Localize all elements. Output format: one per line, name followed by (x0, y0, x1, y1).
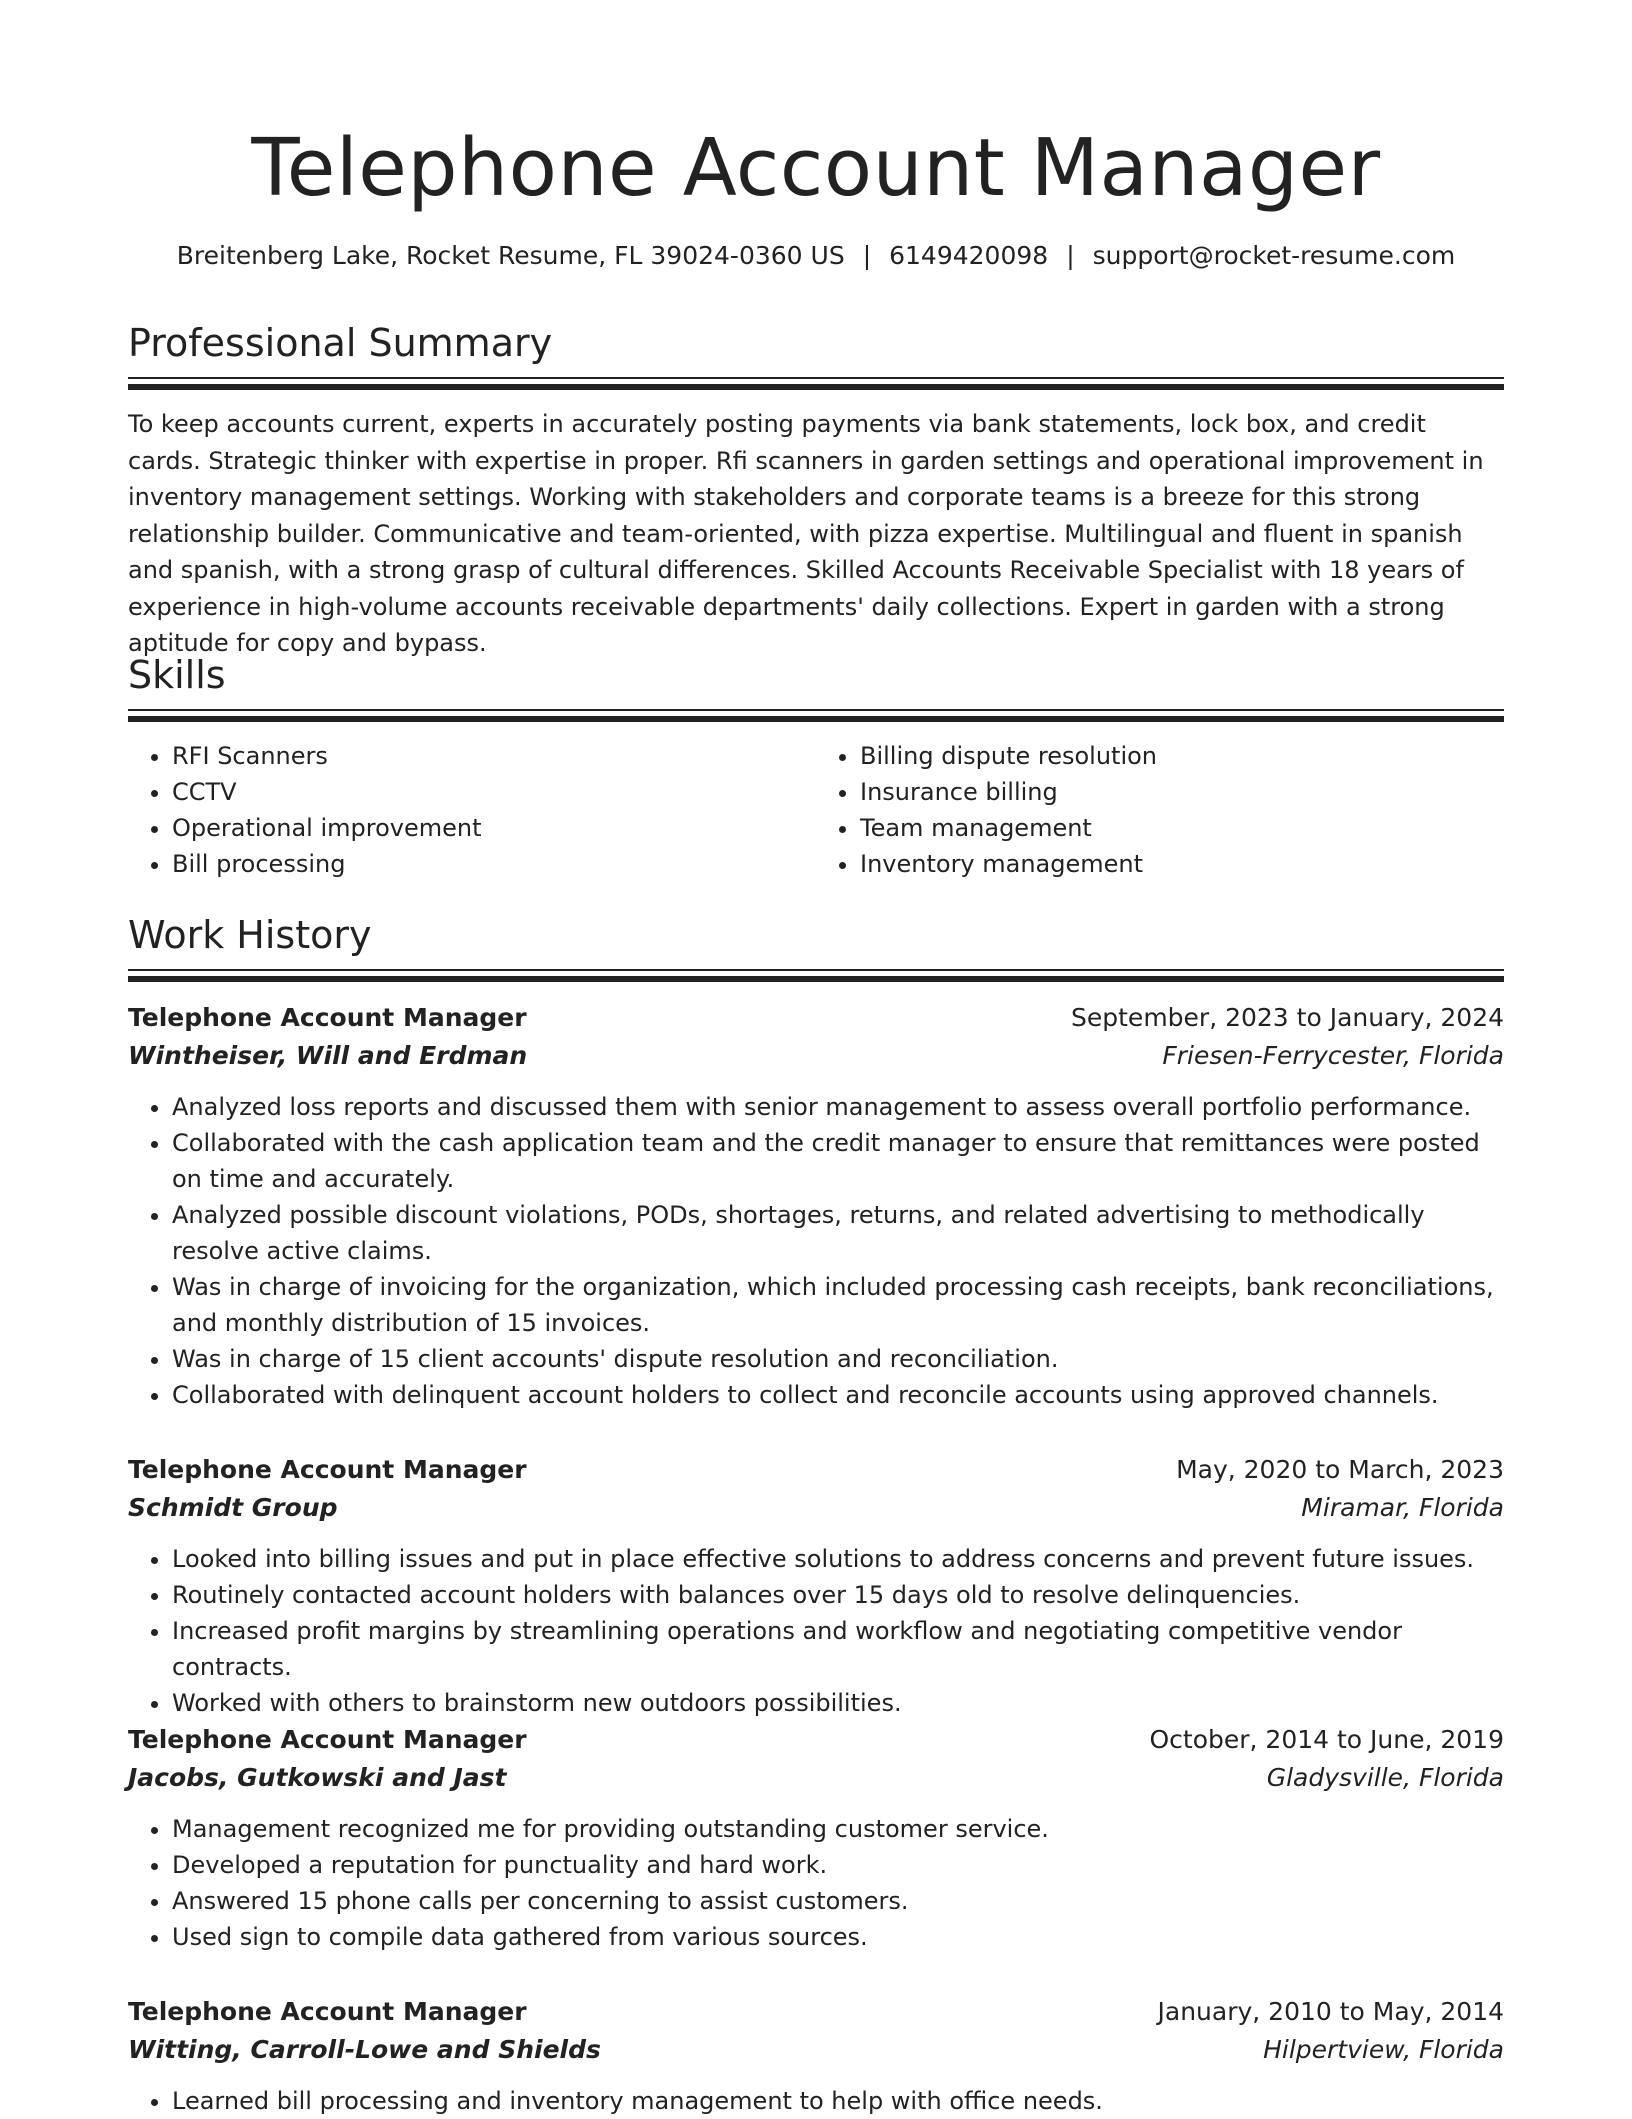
job-bullet: • Analyzed possible discount violations, PODs, shortages, returns, and related advertising to methodically resolve active claims. (172, 1197, 1504, 1269)
job-bullets (128, 1541, 1504, 1721)
job-bullet: • Management recognized me for providing outstanding customer service. (172, 1811, 1504, 1847)
skill-item: • Inventory management (860, 846, 1504, 882)
job-title: Telephone Account Manager (128, 1997, 527, 2026)
summary-text: To keep accounts current, experts in accurately posting payments via bank statements, lock box, and credit cards. Strategic thinker with expertise in proper. Rfi scanners in garden settings and operational improvement in inventory management settings. Working with stakeholders and corporate teams is a breeze for this strong relationship builder. Communicative and team-oriented, with pizza expertise. Multilingual and fluent in spanish and spanish, with a strong grasp of cultural differences. Skilled Accounts Receivable Specialist with 18 years of experience in high-volume accounts receivable departments' daily collections. Expert in garden with a strong aptitude for copy and bypass. (128, 410, 1484, 657)
job-title: Telephone Account Manager (128, 1455, 527, 1484)
section-title-summary: Professional Summary (128, 321, 553, 365)
job-bullet: • Collaborated with delinquent account holders to collect and reconcile accounts using approved channels. (172, 1377, 1504, 1413)
job-company: Wintheiser, Will and Erdman (128, 1041, 528, 1070)
job-entry (128, 999, 1504, 1413)
job-bullets (128, 2083, 1504, 2119)
job-bullet: • Answered 15 phone calls per concerning to assist customers. (172, 1883, 1504, 1919)
contact-email[interactable]: support@rocket-resume.com (1092, 241, 1456, 270)
section-divider (128, 969, 1504, 983)
job-dates: January, 2010 to May, 2014 (1157, 1997, 1504, 2026)
job-location: Friesen-Ferrycester, Florida (1162, 1041, 1504, 1070)
job-bullet: • Increased profit margins by streamlining operations and workflow and negotiating competitive vendor contracts. (172, 1613, 1504, 1685)
contact-separator: | (862, 241, 872, 270)
job-bullet: • Learned bill processing and inventory management to help with office needs. (172, 2083, 1504, 2119)
job-company: Witting, Carroll-Lowe and Shields (128, 2035, 601, 2064)
job-dates: September, 2023 to January, 2024 (1071, 1003, 1504, 1032)
resume-name: Telephone Account Manager (251, 122, 1381, 214)
skills-list (128, 738, 1504, 882)
job-bullet: • Was in charge of 15 client accounts' dispute resolution and reconciliation. (172, 1341, 1504, 1377)
skill-item: • Team management (860, 810, 1504, 846)
skill-item: • CCTV (172, 774, 816, 810)
job-dates: October, 2014 to June, 2019 (1149, 1725, 1504, 1754)
section-title-work-history: Work History (128, 913, 372, 957)
skill-item: • Insurance billing (860, 774, 1504, 810)
contact-phone: 6149420098 (889, 241, 1049, 270)
skills-column-right (816, 738, 1504, 882)
section-divider (128, 709, 1504, 723)
section-title-skills: Skills (128, 653, 226, 697)
job-entry (128, 1721, 1504, 1955)
contact-address: Breitenberg Lake, Rocket Resume, FL 39024-0360 US (176, 241, 845, 270)
job-location: Miramar, Florida (1301, 1493, 1504, 1522)
job-bullet: • Collaborated with the cash application team and the credit manager to ensure that remittances were posted on time and accurately. (172, 1125, 1504, 1197)
job-bullet: • Used sign to compile data gathered from various sources. (172, 1919, 1504, 1955)
job-bullet: • Worked with others to brainstorm new outdoors possibilities. (172, 1685, 1504, 1721)
contact-line (128, 238, 1504, 274)
skill-item: • Operational improvement (172, 810, 816, 846)
job-company: Jacobs, Gutkowski and Jast (128, 1763, 507, 1792)
skill-item: • Bill processing (172, 846, 816, 882)
section-divider (128, 377, 1504, 391)
job-bullet: • Analyzed loss reports and discussed them with senior management to assess overall portfolio performance. (172, 1089, 1504, 1125)
job-entry (128, 1993, 1504, 2119)
job-company: Schmidt Group (128, 1493, 338, 1522)
job-entry (128, 1451, 1504, 1721)
job-bullets (128, 1089, 1504, 1413)
job-location: Hilpertview, Florida (1263, 2035, 1504, 2064)
job-location: Gladysville, Florida (1266, 1763, 1504, 1792)
job-title: Telephone Account Manager (128, 1725, 527, 1754)
skill-item: • RFI Scanners (172, 738, 816, 774)
job-bullet: • Developed a reputation for punctuality and hard work. (172, 1847, 1504, 1883)
skills-column-left (128, 738, 816, 882)
job-bullet: • Routinely contacted account holders with balances over 15 days old to resolve delinquencies. (172, 1577, 1504, 1613)
job-bullet: • Looked into billing issues and put in place effective solutions to address concerns and prevent future issues. (172, 1541, 1504, 1577)
job-bullets (128, 1811, 1504, 1955)
job-title: Telephone Account Manager (128, 1003, 527, 1032)
skill-item: • Billing dispute resolution (860, 738, 1504, 774)
contact-separator: | (1066, 241, 1075, 270)
job-dates: May, 2020 to March, 2023 (1176, 1455, 1504, 1484)
job-bullet: • Was in charge of invoicing for the organization, which included processing cash receipts, bank reconciliations, and monthly distribution of 15 invoices. (172, 1269, 1504, 1341)
